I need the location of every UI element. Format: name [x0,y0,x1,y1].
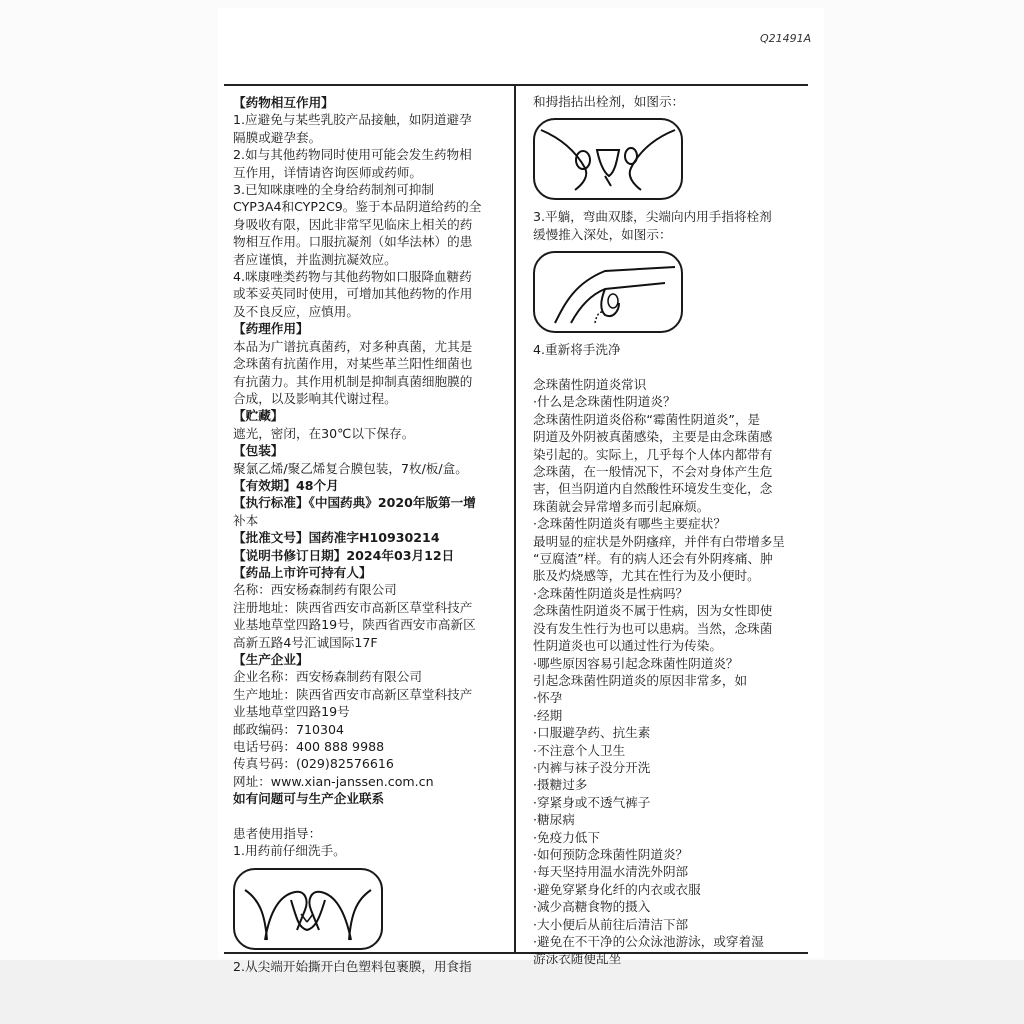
text-line: 游泳衣随便乱坐 [533,951,622,967]
text-line: 邮政编码：710304 [233,721,345,737]
text-line: 有抗菌力。其作用机制是抑制真菌细胞膜的 [233,373,473,389]
section-heading: 【生产企业】 [233,652,309,667]
text-line: 2.从尖端开始撕开白色塑料包裹膜，用食指 [233,958,472,974]
text-line: 患者使用指导： [233,826,322,842]
text-line: ·念珠菌性阴道炎有哪些主要症状？ [533,516,726,532]
text-line: 或苯妥英同时使用，可增加其他药物的作用 [233,286,473,302]
text-line: 念珠菌性阴道炎不属于性病，因为女性即使 [533,603,773,619]
text-line: ·穿紧身或不透气裤子 [533,794,651,810]
text-line: 阴道及外阴被真菌感染，主要是由念珠菌感 [533,429,773,445]
unwrap-suppository-illustration [533,118,683,200]
text-line: 珠菌就会异常增多而引起麻烦。 [533,498,710,514]
text-line: 念珠菌性阴道炎常识 [533,377,647,393]
text-line: ·口服避孕药、抗生素 [533,725,651,741]
text-line: 补本 [233,512,259,528]
section-heading: 【贮藏】 [233,408,284,424]
section-heading: 【药品上市许可持有人】 [233,564,372,580]
text-line: 物相互作用。口服抗凝剂（如华法林）的患 [233,234,473,250]
text-line: 名称：西安杨森制药有限公司 [233,582,397,598]
section-heading: 【说明书修订日期】2024年03月12日 [233,547,455,563]
section-heading: 【药物相互作用】 [233,95,334,110]
text-line: ·经期 [533,707,563,723]
text-line: 本品为广谱抗真菌药，对多种真菌，尤其是 [233,338,473,354]
text-line: 聚氯乙烯/聚乙烯复合膜包装，7枚/板/盒。 [233,460,468,476]
text-line: CYP3A4和CYP2C9。鉴于本品阴道给药的全 [233,199,482,215]
text-line: 合成，以及影响其代谢过程。 [233,390,397,406]
text-line: “豆腐渣”样。有的病人还会有外阴疼痛、肿 [533,551,773,567]
hand-washing-illustration [233,868,383,950]
text-line: 高新五路4号汇诚国际17F [233,634,378,650]
text-line: ·免疫力低下 [533,829,600,845]
text-line: 注册地址：陕西省西安市高新区草堂科技产 [233,599,473,615]
spacer [233,808,509,825]
text-line: 念珠菌，在一般情况下，不会对身体产生危 [533,464,773,480]
text-line: 染引起的。实际上，几乎每个人体内都带有 [533,446,773,462]
text-line: ·避免穿紧身化纤的内衣或衣服 [533,881,701,897]
text-line: 电话号码：400 888 9988 [233,739,385,755]
right-column [533,93,808,968]
text-line: 身吸收有限，因此非常罕见临床上相关的药 [233,216,473,232]
text-line: 互作用，详情请咨询医师或药师。 [233,164,422,180]
text-line: 1.应避免与某些乳胶产品接触，如阴道避孕 [233,112,472,128]
section-heading: 【药理作用】 [233,321,309,337]
text-line: 4.重新将手洗净 [533,342,621,358]
text-line: 网址：www.xian-janssen.com.cn [233,773,434,789]
section-heading: 【有效期】48个月 [233,477,339,493]
background-strip [0,960,1024,1024]
text-line: 遮光，密闭，在30℃以下保存。 [233,425,415,441]
text-line: 念珠菌性阴道炎俗称“霉菌性阴道炎”，是 [533,411,761,427]
text-line: ·念珠菌性阴道炎是性病吗？ [533,585,689,601]
text-line: 者应谨慎，并监测抗凝效应。 [233,251,397,267]
column-divider [514,84,516,954]
text-line: 3.已知咪康唑的全身给药制剂可抑制 [233,182,434,198]
text-line: 没有发生性行为也可以患病。当然，念珠菌 [533,620,773,636]
text-line: 企业名称：西安杨森制药有限公司 [233,669,422,685]
text-line: ·每天坚持用温水清洗外阴部 [533,864,689,880]
text-line: 念珠菌有抗菌作用，对某些革兰阳性细菌也 [233,356,473,372]
text-line: ·摄糖过多 [533,777,588,793]
text-line: 引起念珠菌性阴道炎的原因非常多，如 [533,672,748,688]
text-line: 1.用药前仔细洗手。 [233,843,346,859]
text-line: 3.平躺，弯曲双膝，尖端向内用手指将栓剂 [533,209,772,225]
text-line: 业基地草堂四路19号，陕西省西安市高新区 [233,617,476,633]
section-heading: 【批准文号】国药准字H10930214 [233,530,440,546]
text-line: 隔膜或避孕套。 [233,129,322,145]
text-line: ·如何预防念珠菌性阴道炎？ [533,846,689,862]
insert-suppository-illustration [533,251,683,333]
text-line: 2.如与其他药物同时使用可能会发生药物相 [233,147,472,163]
text-line: ·大小便后从前往后清洁下部 [533,916,689,932]
section-heading: 如有问题可与生产企业联系 [233,791,385,807]
spacer [533,359,808,376]
section-heading: 【执行标准】《中国药典》2020年版第一增 [233,495,476,511]
text-line: ·怀孕 [533,690,563,706]
text-line: 最明显的症状是外阴瘙痒，并伴有白带增多呈 [533,533,785,549]
text-line: 和拇指拈出栓剂，如图示： [533,94,685,109]
document-code: Q21491A [760,32,812,45]
text-line: 生产地址：陕西省西安市高新区草堂科技产 [233,686,473,702]
text-line: ·减少高糖食物的摄入 [533,899,651,915]
text-line: ·不注意个人卫生 [533,742,626,758]
text-line: 4.咪康唑类药物与其他药物如口服降血糖药 [233,269,472,285]
section-heading: 【包装】 [233,443,284,459]
text-line: 传真号码：(029)82576616 [233,756,394,772]
left-column [233,94,509,975]
text-line: 及不良反应，应慎用。 [233,303,359,319]
text-line: ·糖尿病 [533,812,575,828]
text-line: 害，但当阴道内自然酸性环境发生变化，念 [533,481,773,497]
text-line: ·避免在不干净的公众泳池游泳，或穿着湿 [533,934,764,950]
text-line: ·什么是念珠菌性阴道炎？ [533,394,676,410]
text-line: 性阴道炎也可以通过性行为传染。 [533,638,722,654]
text-line: ·内裤与袜子没分开洗 [533,759,651,775]
text-line: 业基地草堂四路19号 [233,704,350,720]
top-rule [224,84,808,86]
text-line: ·哪些原因容易引起念珠菌性阴道炎？ [533,655,739,671]
text-line: 缓慢推入深处，如图示： [533,226,672,242]
text-line: 胀及灼烧感等，尤其在性行为及小便时。 [533,568,760,584]
